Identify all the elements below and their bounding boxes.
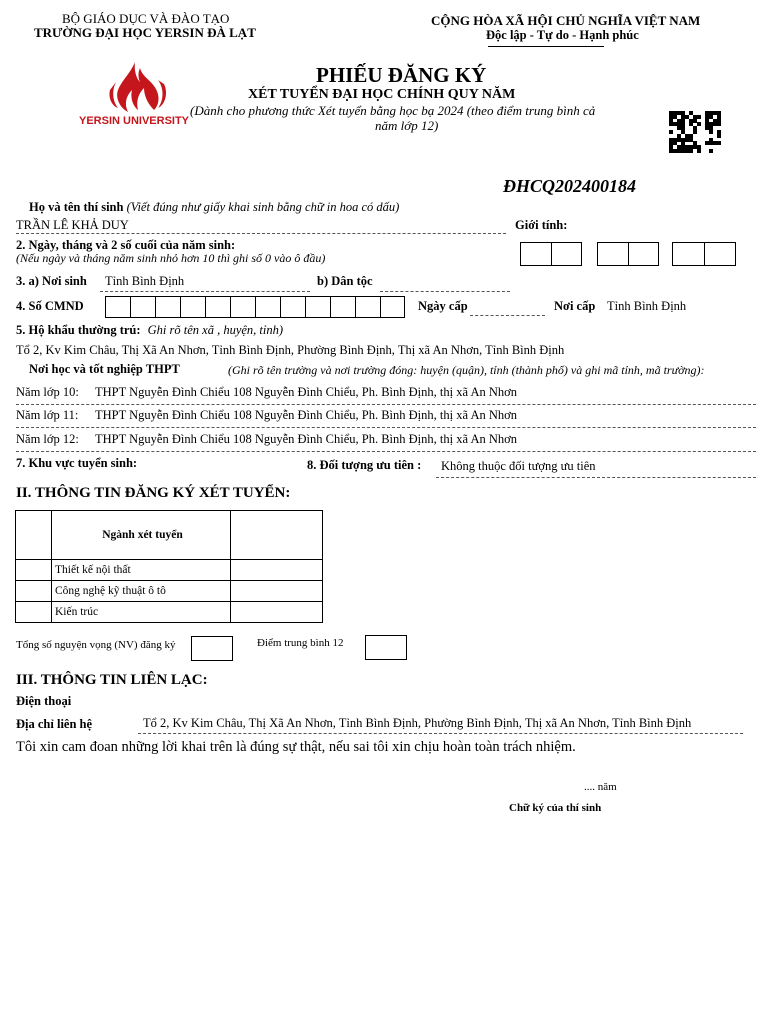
table-cell-number bbox=[16, 581, 52, 602]
id-digit-box[interactable] bbox=[255, 296, 280, 318]
id-digit-box[interactable] bbox=[155, 296, 180, 318]
region-label: 7. Khu vực tuyển sinh: bbox=[16, 456, 138, 470]
dob-hint: (Nếu ngày và tháng năm sinh nhỏ hơn 10 thì ghi số 0 vào ô đầu) bbox=[16, 251, 326, 265]
ethnicity-label: b) Dân tộc bbox=[317, 274, 373, 288]
section-3-heading: III. THÔNG TIN LIÊN LẠC: bbox=[16, 672, 208, 688]
motto: Độc lập - Tự do - Hạnh phúc bbox=[486, 28, 639, 42]
id-boxes[interactable] bbox=[105, 296, 405, 318]
ethnicity-dots bbox=[380, 291, 510, 292]
logo-text: YERSIN UNIVERSITY bbox=[79, 115, 190, 127]
name-label: Họ và tên thí sinh bbox=[29, 200, 124, 214]
school-label: Nơi học và tốt nghiệp THPT bbox=[29, 362, 180, 376]
school-name: TRƯỜNG ĐẠI HỌC YERSIN ĐÀ LẠT bbox=[34, 25, 256, 40]
table-cell-major[interactable]: Thiết kế nội thất bbox=[52, 560, 231, 581]
grade-11-value[interactable]: THPT Nguyễn Đình Chiểu 108 Nguyễn Đình Chiểu, Ph. Bình Định, thị xã An Nhơn bbox=[95, 408, 517, 422]
priority-dots bbox=[436, 477, 756, 478]
name-label-row bbox=[29, 200, 399, 215]
table-cell-major[interactable]: Kiến trúc bbox=[52, 602, 231, 623]
id-digit-box[interactable] bbox=[180, 296, 205, 318]
form-note-line1: (Dành cho phương thức Xét tuyển bằng học bạ 2024 (theo điểm trung bình cả bbox=[190, 103, 596, 118]
qr-module bbox=[697, 149, 701, 153]
name-value[interactable]: TRẦN LÊ KHẢ DUY bbox=[16, 218, 129, 232]
table-cell-number bbox=[16, 560, 52, 581]
table-cell-extra bbox=[231, 560, 323, 581]
ministry-name: BỘ GIÁO DỤC VÀ ĐÀO TẠO bbox=[62, 11, 230, 26]
form-subtitle: XÉT TUYỂN ĐẠI HỌC CHÍNH QUY NĂM bbox=[248, 87, 516, 102]
address-label: Địa chỉ liên hệ bbox=[16, 717, 93, 731]
total-wishes-label: Tổng số nguyện vọng (NV) đăng ký bbox=[16, 639, 176, 651]
qr-module bbox=[697, 115, 701, 119]
date-text: .... năm bbox=[584, 781, 617, 793]
issue-place-label: Nơi cấp bbox=[554, 299, 596, 313]
gender-label: Giới tính: bbox=[515, 218, 568, 232]
table-row bbox=[16, 581, 323, 602]
address-value[interactable]: Tổ 2, Kv Kim Châu, Thị Xã An Nhơn, Tỉnh Bình Định, Phường Bình Định, Thị xã An Nhơn, Tỉnh Bình Định bbox=[143, 716, 692, 730]
flame-logo-icon bbox=[78, 60, 193, 115]
dob-month-box[interactable] bbox=[597, 242, 659, 266]
birthplace-label: 3. a) Nơi sinh bbox=[16, 274, 87, 288]
address-dots bbox=[138, 733, 743, 734]
table-row bbox=[16, 560, 323, 581]
issue-date-label: Ngày cấp bbox=[418, 299, 468, 313]
form-note-line2: năm lớp 12) bbox=[375, 118, 439, 133]
grade-12-label: Năm lớp 12: bbox=[16, 432, 79, 446]
major-table bbox=[15, 510, 323, 623]
qr-module bbox=[709, 130, 713, 134]
id-digit-box[interactable] bbox=[130, 296, 155, 318]
priority-label: 8. Đối tượng ưu tiên : bbox=[307, 458, 422, 472]
section-2-heading: II. THÔNG TIN ĐĂNG KÝ XÉT TUYỂN: bbox=[16, 485, 291, 501]
table-header-row bbox=[16, 511, 323, 560]
yersin-logo bbox=[78, 60, 193, 130]
grade-10-value[interactable]: THPT Nguyễn Đình Chiểu 108 Nguyễn Đình Chiểu, Ph. Bình Định, thị xã An Nhơn bbox=[95, 385, 517, 399]
phone-label: Điện thoại bbox=[16, 694, 72, 708]
name-hint: (Viết đúng như giấy khai sinh bằng chữ in hoa có dấu) bbox=[126, 200, 400, 214]
grade-12-dots bbox=[16, 451, 756, 452]
qr-module bbox=[717, 141, 721, 145]
table-row bbox=[16, 602, 323, 623]
avg-score-label: Điểm trung bình 12 bbox=[257, 637, 344, 649]
issue-date-dots bbox=[470, 315, 545, 316]
residence-label: 5. Hộ khẩu thường trú: bbox=[16, 323, 141, 337]
id-label: 4. Số CMND bbox=[16, 299, 84, 313]
id-digit-box[interactable] bbox=[105, 296, 130, 318]
pledge-text: Tôi xin cam đoan những lời khai trên là đúng sự thật, nếu sai tôi xin chịu hoàn toàn trách nhiệm. bbox=[16, 739, 576, 755]
residence-hint: Ghi rõ tên xã , huyện, tỉnh) bbox=[147, 323, 284, 337]
total-wishes-box[interactable] bbox=[191, 636, 233, 661]
qr-module bbox=[669, 130, 673, 134]
republic-name: CỘNG HÒA XÃ HỘI CHỦ NGHĨA VIỆT NAM bbox=[431, 13, 701, 28]
table-cell-major[interactable]: Công nghệ kỹ thuật ô tô bbox=[52, 581, 231, 602]
qr-module bbox=[717, 122, 721, 126]
id-digit-box[interactable] bbox=[330, 296, 355, 318]
qr-module bbox=[717, 134, 721, 138]
school-hint: (Ghi rõ tên trường và nơi trường đóng: huyện (quận), tỉnh (thành phố) và ghi mã tỉnh, mã trường): bbox=[228, 363, 705, 377]
table-row-number-header bbox=[16, 511, 52, 560]
name-dots bbox=[16, 233, 506, 234]
table-cell-number bbox=[16, 602, 52, 623]
issue-place-value[interactable]: Tỉnh Bình Định bbox=[607, 299, 687, 313]
id-digit-box[interactable] bbox=[355, 296, 380, 318]
dob-label: 2. Ngày, tháng và 2 số cuối của năm sinh: bbox=[16, 238, 236, 252]
grade-11-label: Năm lớp 11: bbox=[16, 408, 79, 422]
qr-module bbox=[709, 149, 713, 153]
table-cell-extra bbox=[231, 581, 323, 602]
grade-10-dots bbox=[16, 404, 756, 405]
qr-code-icon bbox=[669, 111, 721, 153]
qr-module bbox=[689, 149, 693, 153]
grade-11-dots bbox=[16, 427, 756, 428]
dob-year-box[interactable] bbox=[672, 242, 736, 266]
id-digit-box[interactable] bbox=[230, 296, 255, 318]
priority-value[interactable]: Không thuộc đối tượng ưu tiên bbox=[441, 459, 596, 473]
grade-12-value[interactable]: THPT Nguyễn Đình Chiểu 108 Nguyễn Đình Chiểu, Ph. Bình Định, thị xã An Nhơn bbox=[95, 432, 517, 446]
id-digit-box[interactable] bbox=[305, 296, 330, 318]
birthplace-dots bbox=[100, 291, 310, 292]
form-title: PHIẾU ĐĂNG KÝ bbox=[316, 63, 487, 87]
id-digit-box[interactable] bbox=[280, 296, 305, 318]
signature-label: Chữ ký của thí sinh bbox=[509, 802, 602, 814]
table-header-major: Ngành xét tuyển bbox=[52, 511, 231, 560]
residence-value[interactable]: Tổ 2, Kv Kim Châu, Thị Xã An Nhơn, Tỉnh Bình Định, Phường Bình Định, Thị xã An Nhơn, Tỉnh Bình Định bbox=[16, 343, 565, 357]
qr-module bbox=[697, 122, 701, 126]
grade-10-label: Năm lớp 10: bbox=[16, 385, 79, 399]
birthplace-value[interactable]: Tỉnh Bình Định bbox=[105, 274, 185, 288]
table-header-extra bbox=[231, 511, 323, 560]
table-cell-extra bbox=[231, 602, 323, 623]
avg-score-box[interactable] bbox=[365, 635, 407, 660]
motto-underline bbox=[488, 46, 604, 47]
residence-label-row bbox=[16, 323, 283, 338]
id-digit-box[interactable] bbox=[380, 296, 405, 318]
qr-module bbox=[693, 130, 697, 134]
id-digit-box[interactable] bbox=[205, 296, 230, 318]
form-code: ĐHCQ202400184 bbox=[503, 176, 637, 196]
dob-day-box[interactable] bbox=[520, 242, 582, 266]
